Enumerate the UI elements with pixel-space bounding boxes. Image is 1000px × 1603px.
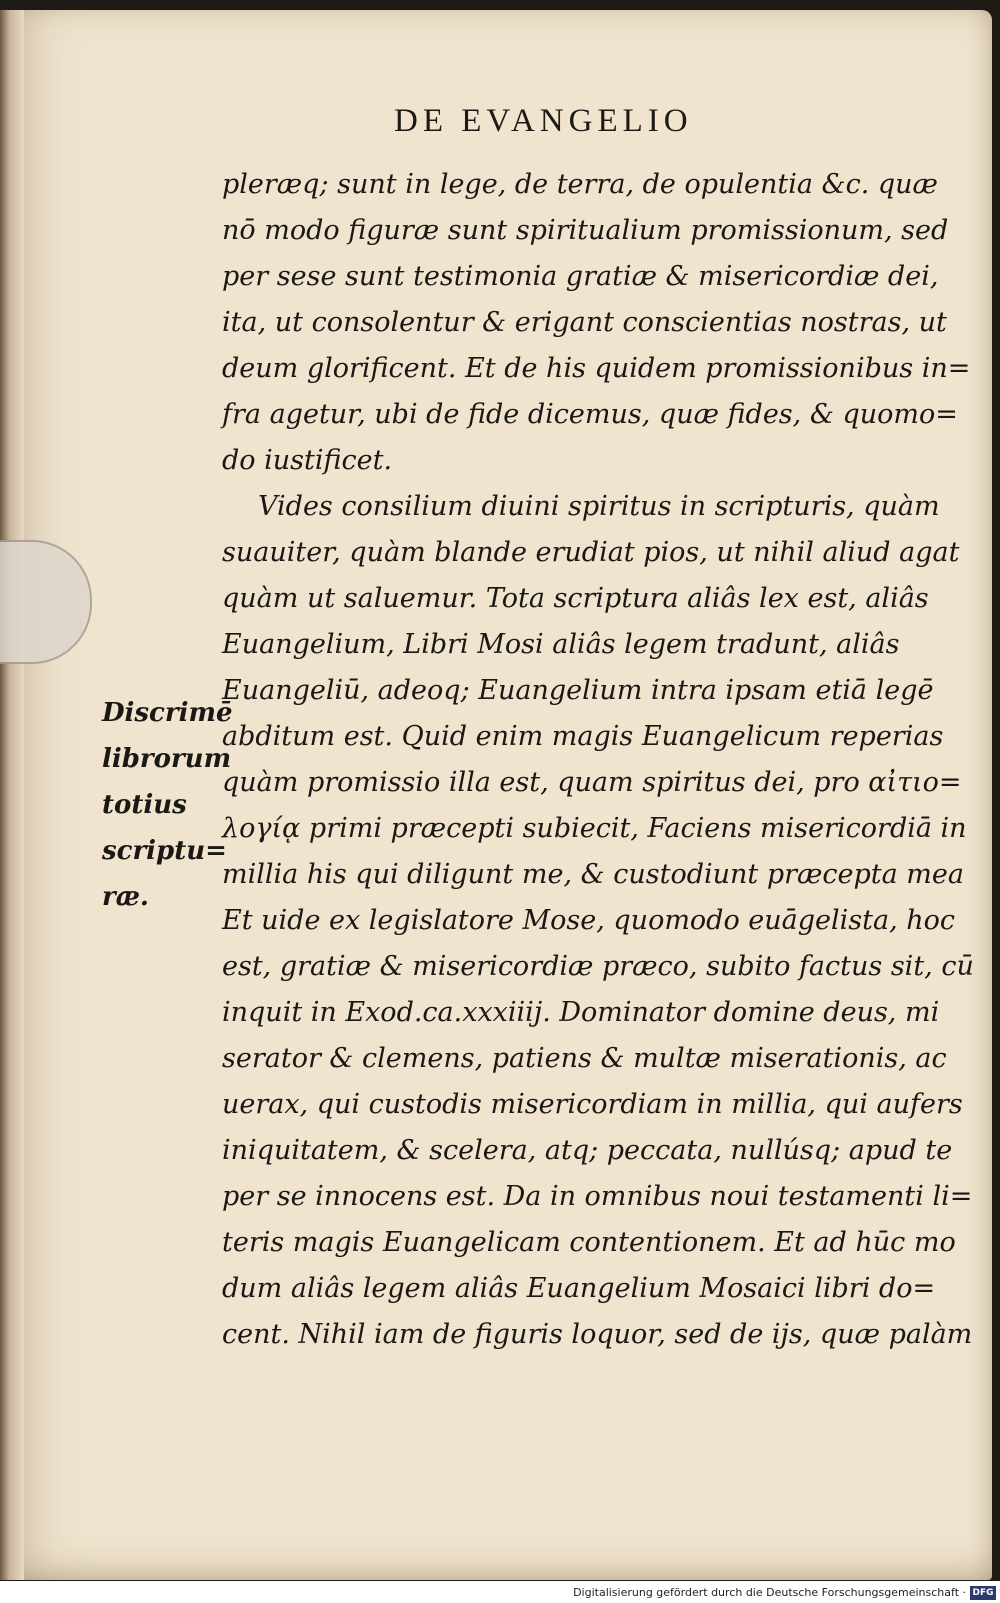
text-line: Et uide ex legislatore Mose, quomodo euāgelista, hoc	[222, 905, 956, 936]
text-line: Vides consilium diuini spiritus in scripturis, quàm	[258, 491, 940, 522]
margin-note-line: scriptu=	[102, 836, 227, 866]
margin-note-line: totius	[102, 790, 187, 820]
text-line: Euangeliū, adeoq; Euangelium intra ipsam etiā legē	[222, 675, 934, 706]
margin-note-line: Discrimē	[102, 698, 233, 728]
text-line: Euangelium, Libri Mosi aliâs legem tradunt, aliâs	[222, 629, 900, 660]
text-line: quàm ut saluemur. Tota scriptura aliâs lex est, aliâs	[222, 583, 929, 614]
text-line: per sese sunt testimonia gratiæ & misericordiæ dei,	[222, 261, 939, 292]
text-line: abditum est. Quid enim magis Euangelicum reperias	[222, 721, 944, 752]
text-line: uerax, qui custodis misericordiam in millia, qui aufers	[222, 1089, 963, 1120]
text-line: dum aliâs legem aliâs Euangelium Mosaici libri do=	[222, 1273, 936, 1304]
text-line: quàm promissio illa est, quam spiritus dei, pro αἰτιο=	[222, 767, 962, 798]
text-line: inquit in Exod.ca.xxxiiij. Dominator domine deus, mi	[222, 997, 940, 1028]
text-line: teris magis Euangelicam contentionem. Et ad hūc mo	[222, 1227, 956, 1258]
text-line: millia his qui diligunt me, & custodiunt præcepta mea	[222, 859, 964, 890]
running-head: DE EVANGELIO	[394, 103, 693, 139]
text-line: suauiter, quàm blande erudiat pios, ut nihil aliud agat	[222, 537, 960, 568]
dfg-logo-icon: DFG	[970, 1586, 996, 1600]
text-line: pleræq; sunt in lege, de terra, de opulentia &c. quæ	[222, 169, 938, 200]
text-line: fra agetur, ubi de fide dicemus, quæ fides, & quomo=	[222, 399, 958, 430]
text-line: nō modo figuræ sunt spiritualium promissionum, sed	[222, 215, 949, 246]
body-text	[222, 162, 974, 1358]
text-line: do iustificet.	[222, 445, 393, 476]
text-line: cent. Nihil iam de figuris loquor, sed de ijs, quæ palàm	[222, 1319, 973, 1350]
text-line: serator & clemens, patiens & multæ miserationis, ac	[222, 1043, 947, 1074]
margin-note	[102, 690, 233, 920]
text-line: ita, ut consolentur & erigant conscientias nostras, ut	[222, 307, 947, 338]
page-gutter	[0, 10, 24, 1580]
text-line: λογίᾳ primi præcepti subiecit, Faciens misericordiā in	[222, 813, 967, 844]
text-line: est, gratiæ & misericordiæ præco, subito factus sit, cū	[222, 951, 974, 982]
text-line: deum glorificent. Et de his quidem promissionibus in=	[222, 353, 971, 384]
text-line: per se innocens est. Da in omnibus noui testamenti li=	[222, 1181, 973, 1212]
margin-note-line: librorum	[102, 744, 232, 774]
margin-note-line: ræ.	[102, 882, 149, 912]
text-line: iniquitatem, & scelera, atq; peccata, nullúsq; apud te	[222, 1135, 953, 1166]
funding-credit: Digitalisierung gefördert durch die Deutsche Forschungsgemeinschaft ·	[573, 1586, 966, 1599]
